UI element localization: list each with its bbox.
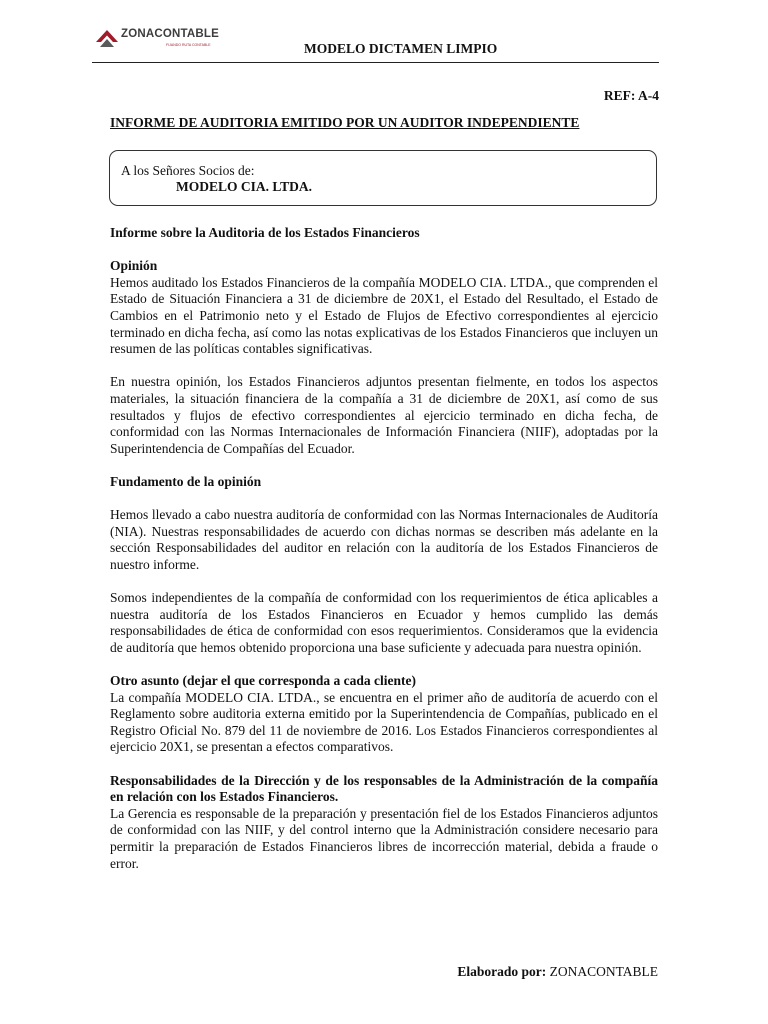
logo-mark-icon	[94, 26, 120, 50]
reference-code: REF: A-4	[603, 88, 659, 103]
fundamento-heading: Fundamento de la opinión	[110, 473, 262, 489]
addressee-salutation: A los Señores Socios de:	[121, 163, 255, 178]
report-body	[110, 225, 658, 872]
responsabilidades-paragraph: La Gerencia es responsable de la preparación y presentación fiel de los Estados Financieros adjuntos de conformidad con las NIIF, y del control interno que la Administración considere necesario para permitir la preparación de Estados Financieros libres de incorrección material, debida a fraude o error.	[110, 805, 658, 871]
fundamento-paragraph-1: Hemos llevado a cabo nuestra auditoría de conformidad con las Normas Internacionales de Auditoría (NIA). Nuestras responsabilidades de acuerdo con dichas normas se describen más adelante en la sección Responsabilidades del auditor en relación con la auditoría de los Estados Financieros de nuestro informe.	[110, 507, 658, 572]
opinion-heading: Opinión	[110, 258, 158, 274]
logo-text: ZONACONTABLE	[121, 28, 220, 40]
footer-value: ZONACONTABLE	[549, 964, 658, 979]
footer-label: Elaborado por:	[457, 964, 547, 979]
report-title: INFORME DE AUDITORIA EMITIDO POR UN AUDITOR INDEPENDIENTE	[110, 115, 580, 130]
addressee-company: MODELO CIA. LTDA.	[176, 179, 313, 194]
zonacontable-logo	[92, 24, 232, 58]
otro-asunto-paragraph: La compañía MODELO CIA. LTDA., se encuentra en el primer año de auditoría de acuerdo con el Reglamento sobre auditoria externa emitido por la Superintendencia de Compañías, publicado en el Registro Oficial No. 879 del 11 de noviembre de 2016. Los Estados Financieros correspondientes al ejercicio 20X1, se presentan a efectos comparativos.	[110, 689, 658, 755]
fundamento-paragraph-2: Somos independientes de la compañía de conformidad con los requerimientos de ética aplicables a nuestra auditoría de los Estados Financieros en Ecuador y hemos cumplido las demás responsabilidades de ética de conformidad con esos requerimientos. Consideramos que la evidencia de auditoría que hemos obtenido proporciona una base suficiente y adecuada para nuestra opinión.	[110, 590, 658, 655]
addressee-box	[109, 150, 657, 206]
opinion-paragraph-2: En nuestra opinión, los Estados Financieros adjuntos presentan fielmente, en todos los aspectos materiales, la situación financiera de la compañía a 31 de diciembre de 20X1, así como de sus resultados y flujos de efectivo correspondientes al ejercicio terminado en dicha fecha, de conformidad con las Normas Internacionales de Información Financiera (NIIF), adoptadas por la Superintendencia de Compañías del Ecuador.	[110, 374, 658, 456]
opinion-paragraph-1: Hemos auditado los Estados Financieros de la compañía MODELO CIA. LTDA., que comprenden el Estado de Situación Financiera a 31 de diciembre de 20X1, el Estado del Resultado, el Estado de Cambios en el Patrimonio neto y el Estado de Flujos de Efectivo correspondientes al ejercicio terminado en dicha fecha, así como las notas explicativas de los Estados Financieros que incluyen un resumen de las políticas contables significativas.	[110, 274, 658, 357]
otro-asunto-heading: Otro asunto (dejar el que corresponda a cada cliente)	[110, 673, 416, 689]
page-header	[92, 24, 659, 63]
document-title: MODELO DICTAMEN LIMPIO	[304, 41, 498, 56]
footer-credit	[457, 964, 658, 980]
logo-subtext: FIJANDO RUTA CONTABLE	[166, 43, 211, 47]
main-section-heading: Informe sobre la Auditoria de los Estados Financieros	[110, 225, 420, 240]
responsabilidades-heading: Responsabilidades de la Dirección y de los responsables de la Administración de la compañía en relación con los Estados Financieros.	[110, 772, 658, 805]
